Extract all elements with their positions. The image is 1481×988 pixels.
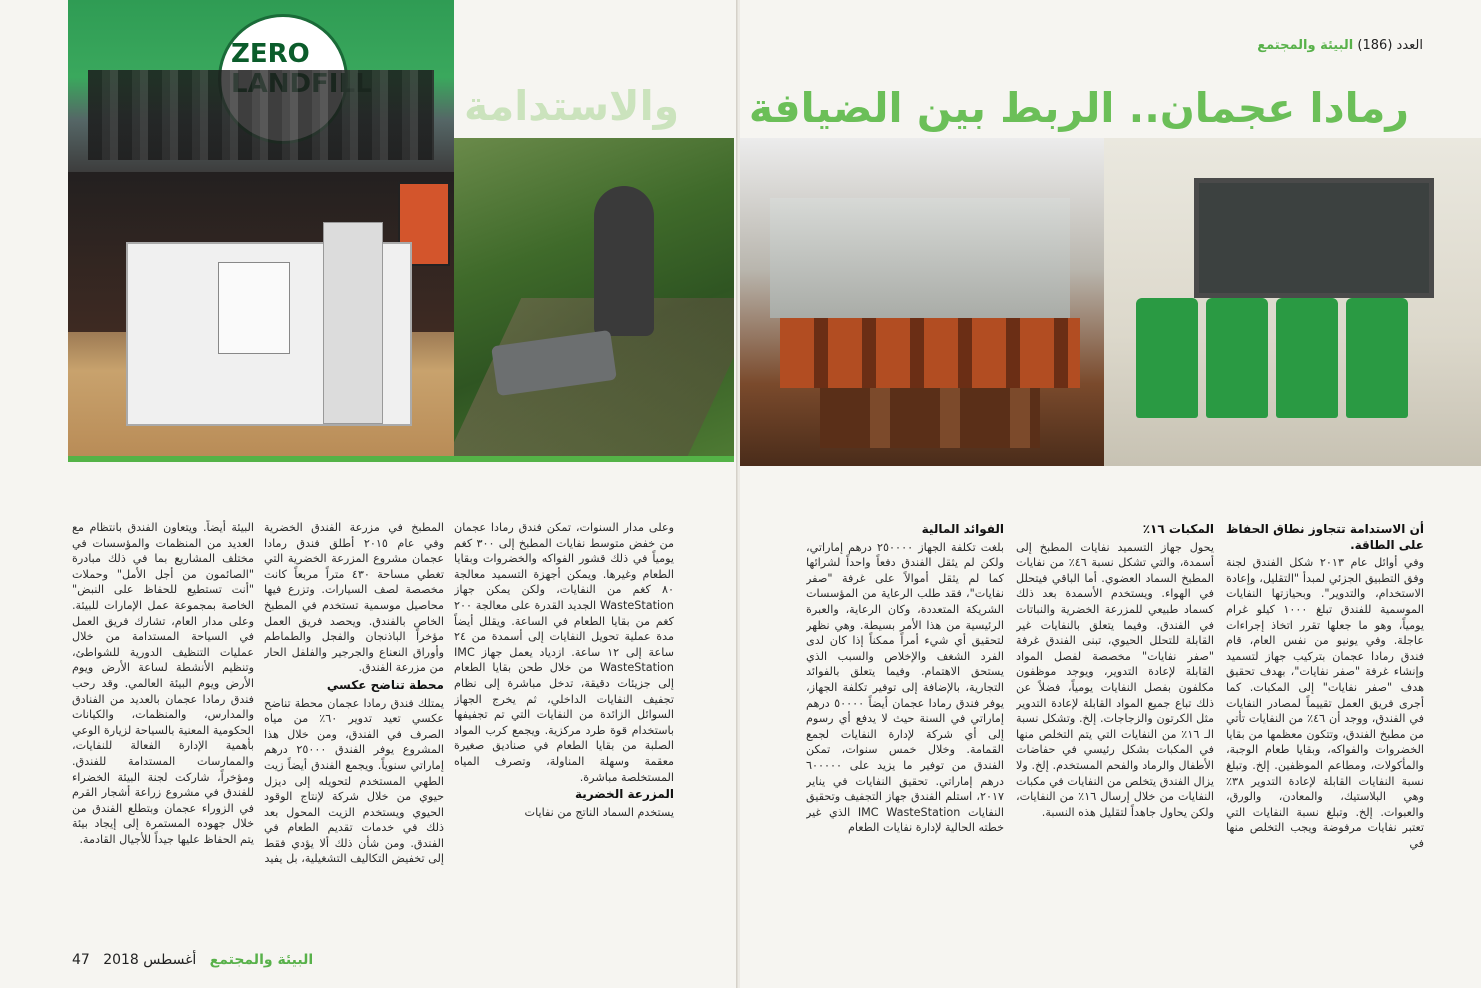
left-col3-body: البيئة أيضاً. ويتعاون الفندق بانتظام مع العديد من المنظمات والمؤسسات في مختلف المشاريع بما في ذلك مبادرة "الصائمون من أجل الأمل" وحملات "أنت تستطيع للحفاظ على النبض" الخاصة بمجموعة عمل الإمارات للبيئة. وعلى مدار العام، تشارك فريق العمل في السياحة المستدامة من خلال عمليات التنظيف الدورية للشواطئ، وتنظيم الأنشطة لساعة الأرض ويوم الأرض ويوم البيئة العالمي. وقد رحب فندق رمادا عجمان بالعديد من الفنادق والمدارس، والمنظمات، والكيانات الحكومية المعنية بالسياحة لزيارة الوعي بأهمية الإدارة الفعالة للنفايات، والممارسات المستدامة للفندق. ومؤخراً، شاركت لجنة البيئة الخضراء للفندق في مشروع زراعة أشجار القرم في الزوراء عجمان وبتطلع الفندق من خلال جهوده المستمرة إلى إيجاد بيئة يتم الحفاظ عليها جيداً للأجيال القادمة.: [72, 521, 254, 846]
right-col1-body: وفي أوائل عام ٢٠١٣ شكل الفندق لجنة وفق التطبيق الجزئي لمبدأ "التقليل، وإعادة الاستخدام، والتدوير". وبحيازتها النفايات الموسمية للفندق تبلغ ١٠٠٠ كيلو غرام يومياً، وهو ما جعلها تقرر اتخاذ إجراءات عاجلة. وفي يونيو من نفس العام، قام فندق رمادا عجمان بتركيب جهاز لتسميد وإنشاء غرفة "صفر نفايات"، بهدف تحقيق هدف "صفر نفايات" إلى المكبات. كما أجرى فريق العمل تقييماً لمصادر النفايات في الفندق، ووجد أن ٤٦٪ من النفايات تأتي من مطبخ الفندق، وتتكون معظمها من بقايا الخضروات والفواكه، وبقايا طعام الوجبة، والمأكولات، ومطاعم الموظفين. إلخ. وتبلغ نسبة النفايات القابلة لإعادة التدوير ٣٨٪ وهي البلاستيك، والمعادن، والورق، والعبوات. إلخ. وتبلغ نسبة النفايات التي تعتبر نفايات مرفوضة ويجب التخلص منها في: [1226, 556, 1424, 850]
lobby-tables: [820, 388, 1040, 448]
left-column-3: [72, 520, 254, 930]
issue-header: [1257, 38, 1423, 53]
left-column-2: [264, 520, 444, 930]
team-group: [88, 70, 434, 160]
recycling-bin: [1346, 298, 1408, 418]
machine-panel: [218, 262, 290, 354]
right-page: [740, 0, 1481, 988]
recycling-bin: [1206, 298, 1268, 418]
lobby-sofas: [780, 318, 1080, 388]
left-col1-tail: يستخدم السماد الناتج من نفايات: [524, 805, 674, 819]
right-column-3: [806, 520, 1004, 930]
left-col1-heading: المزرعة الخضرية: [574, 787, 674, 802]
right-column-1: [1226, 520, 1424, 930]
title-continued: والاستدامة: [464, 82, 680, 130]
lobby-photo: [740, 138, 1104, 466]
room-window: [1194, 178, 1434, 298]
article-title: رمادا عجمان.. الربط بين الضيافة: [748, 84, 1409, 132]
right-col3-heading: الفوائد المالية: [921, 522, 1004, 536]
left-col2-tail: يمتلك فندق رمادا عجمان محطة تناضح عكسي تعيد تدوير ٦٠٪ من مياه الصرف في الفندق، ومن خلال هذا المشروع يوفر الفندق ٢٥٠٠٠ درهم إماراتي سنوياً. ويجمع الفندق أيضاً زيت الطهي المستخدم لتحويله إلى ديزل حيوي من خلال شركة لإنتاج الوقود الحيوي ويستخدم الزيت المحول بعد ذلك في خدمات تقديم الطعام في الفندق. ومن شأن ذلك ألا يؤدي فقط إلى تخفيض التكاليف التشغيلية، بل يفيد: [264, 696, 444, 866]
left-col2-heading: محطة تناضح عكسي: [326, 677, 444, 692]
footer-magazine: البيئة والمجتمع: [209, 952, 314, 968]
team-photo: [68, 0, 454, 172]
zero-landfill-sign-text: ZERO: [231, 39, 310, 69]
left-col2-body: المطبخ في مزرعة الفندق الخضرية وفي عام ٢٠١٥ أطلق فندق رمادا عجمان مشروع المزرعة الخضرية التي تغطي مساحة ٤٣٠ متراً مربعاً كانت مخصصة لصف السيارات. وتزرع فيها محاصيل موسمية تستخدم في المطبخ الخاص بالفندق. ويحصد فريق العمل مؤخراً الباذنجان والفجل والطماطم وأوراق النعناع والجرجير والفلفل الحار من مزرعة الفندق.: [264, 521, 444, 675]
left-page: [0, 0, 738, 988]
left-column-1: [454, 520, 674, 930]
right-column-2: [1016, 520, 1214, 930]
photo-bottom-band: [68, 456, 734, 462]
recycling-bin: [1136, 298, 1198, 418]
right-col1-intro: أن الاستدامة تتجاوز نطاق الحفاظ على الطاقة.: [1226, 522, 1424, 552]
right-col2-heading: المكبات ١٦٪: [1142, 522, 1214, 536]
garden-photo: [454, 138, 734, 456]
gardener: [594, 186, 654, 336]
footer-date: أغسطس 2018: [103, 952, 197, 968]
right-col2-body: يحول جهاز التسميد نفايات المطبخ إلى أسمدة، والتي تشكل نسبة ٤٦٪ من نفايات المطبخ السماد العضوي. أما الباقي فيتحلل في الهواء. ويستخدم الأسمدة بعد ذلك كسماد طبيعي للمزرعة الخضرية والنباتات في الفندق. وفيما يتعلق بالنفايات غير القابلة للتحلل الحيوي، تبنى الفندق غرفة "صفر نفايات" مخصصة لفصل المواد القابلة لإعادة التدوير، ويوجد موظفون مكلفون بفصل النفايات يومياً، فضلاً عن ذلك تباع جميع المواد القابلة لإعادة التدوير مثل الكرتون والزجاجات. إلخ. وتشكل نسبة الـ ١٦٪ من النفايات التي يتم التخلص منها في المكبات بشكل رئيسي في حفاضات الأطفال والرماد والفحم المستخدم. إلخ. ولا يزال الفندق يتخلص من النفايات في مكبات النفايات من خلال إرسال ١٦٪ من النفايات، ولكن يحاول جاهداً لتقليل هذه النسبة.: [1016, 540, 1214, 819]
recycling-bins-photo: [1104, 138, 1481, 466]
issue-number: (186): [1357, 38, 1393, 53]
magazine-name: البيئة والمجتمع: [1257, 38, 1354, 53]
left-col1-body: وعلى مدار السنوات، تمكن فندق رمادا عجمان من خفض متوسط نفايات المطبخ إلى ٣٠٠ كغم يومياً في ذلك قشور الفواكه والخضروات وبقايا الطعام وغيرها. ويمكن أجهزة التسميد معالجة ٨٠ كغم من النفايات، ولكن يمكن جهاز WasteStation الجديد القدرة على معالجة ٢٠٠ كغم من بقايا الطعام في الساعة. ويقلل أيضاً مدة عملية تحويل النفايات إلى أسمدة من ٢٤ ساعة إلى ١٢ ساعة. ازدياد يعمل جهاز IMC WasteStation من خلال طحن بقايا الطعام إلى جزيئات دقيقة، تدخل مباشرة إلى نظام تجفيف النفايات الداخلي، ثم يخرج الجهاز السوائل الزائدة من النفايات التي تم تجفيفها باستخدام قوة طرد مركزية. ويجمع كرب المواد الصلبة من بقايا الطعام في صناديق صغيرة معقمة وسهلة المناولة، وتصرف المياه المستخلصة مباشرة.: [454, 521, 674, 784]
issue-label: العدد: [1396, 38, 1423, 53]
lobby-window: [770, 198, 1070, 318]
waste-station-photo: [68, 172, 454, 456]
machine-tower: [323, 222, 383, 424]
recycling-bin: [1276, 298, 1338, 418]
footer-page-number: 47: [72, 952, 90, 968]
left-footer: [72, 952, 313, 968]
right-col3-body: بلغت تكلفة الجهاز ٢٥٠٠٠٠ درهم إماراتي، ولكن لم يثقل الفندق دفعاً واحداً لشرائها كما لم يثقل أموالاً على غرفة "صفر نفايات"، فقد طلب الرعاية من المؤسسات الشريكة المتعددة، وكان الرعاية، والعبرة الرئيسية من هذا الأمر بسيطة. وهي نظهر لتحقيق أي شيء أمراً ممكناً إذا كان لدى الفرد الشغف والإخلاص والسبب الذي يستحق الاهتمام. وفيما يتعلق بالفوائد التجارية، بالإضافة إلى توفير تكلفة الجهاز، يوفر فندق رمادا عجمان أيضاً ٥٠٠٠٠ درهم إماراتي في السنة حيث لا يدفع أي رسوم إلى أي شركة لإدارة النفايات لجمع القمامة. وخلال خمس سنوات، تمكن الفندق من توفير ما يزيد على ٦٠٠٠٠٠ درهم إماراتي. تحقيق النفايات في يناير ٢٠١٧، استلم الفندق جهاز التجفيف وتحقيق النفايات IMC WasteStation الذي غير خطته الحالية لإدارة نفايات الطعام: [806, 540, 1004, 835]
